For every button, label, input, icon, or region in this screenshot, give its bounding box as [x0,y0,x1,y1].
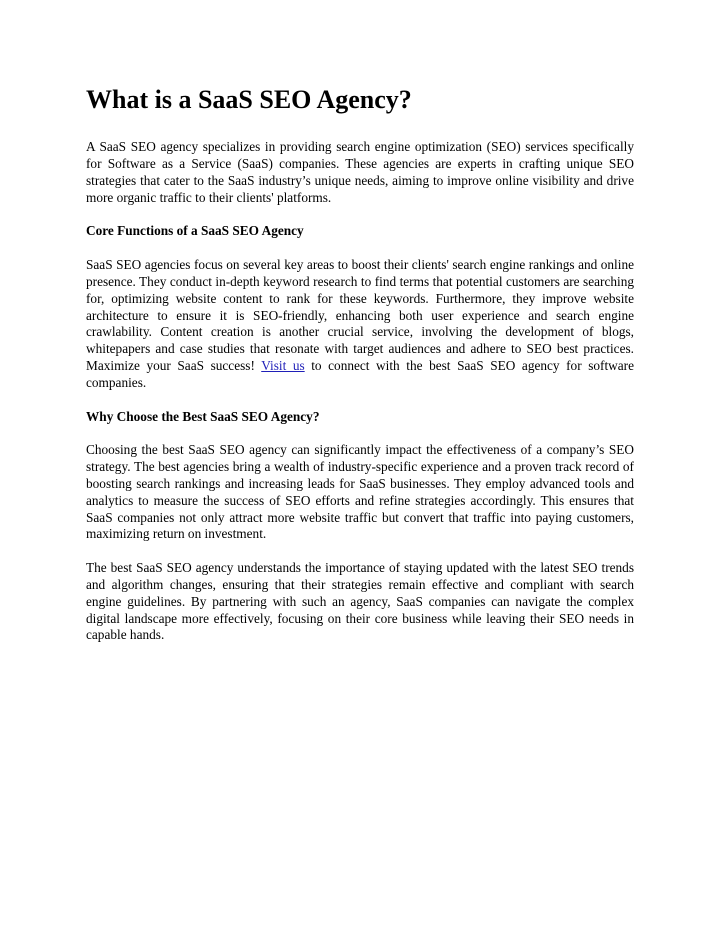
visit-us-link[interactable]: Visit us [261,357,305,373]
core-functions-text-end: to connect with the best SaaS SEO agency for software companies. [86,357,634,390]
section-heading-why-choose: Why Choose the Best SaaS SEO Agency? [86,408,320,424]
why-choose-paragraph-1: Choosing the best SaaS SEO agency can significantly impact the effectiveness of a company’s SEO strategy. The best agencies bring a wealth of industry-specific experience and a proven track record of boosting search rankings and increasing leads for SaaS businesses. They employ advanced tools and analytics to measure the success of SEO efforts and refine strategies accordingly. This ensures that SaaS companies not only attract more website traffic but convert that traffic into paying customers, maximizing return on investment. [86,442,634,542]
document-page [86,84,634,661]
core-functions-text: SaaS SEO agencies focus on several key areas to boost their clients' search engine rankings and online presence. They conduct in-depth keyword research to find terms that potential customers are searching for, optimizing website content to rank for these keywords. Furthermore, they improve website architecture to ensure it is SEO-friendly, enhancing both user experience and search engine crawlability. Content creation is another crucial service, involving the development of blogs, whitepapers and case studies that resonate with target audiences and adhere to SEO best practices. Maximize your SaaS success! [86,257,634,373]
intro-paragraph: A SaaS SEO agency specializes in providing search engine optimization (SEO) services specifically for Software as a Service (SaaS) companies. These agencies are experts in crafting unique SEO strategies that cater to the SaaS industry’s unique needs, aiming to improve online visibility and drive more organic traffic to their clients' platforms. [86,139,634,205]
page-title: What is a SaaS SEO Agency? [86,85,412,114]
why-choose-paragraph-2: The best SaaS SEO agency understands the importance of staying updated with the latest SEO trends and algorithm changes, ensuring that their strategies remain effective and compliant with search engine guidelines. By partnering with such an agency, SaaS companies can navigate the complex digital landscape more effectively, focusing on their core business while leaving their SEO needs in capable hands. [86,560,634,643]
section-heading-core-functions: Core Functions of a SaaS SEO Agency [86,223,304,239]
core-functions-paragraph [86,257,634,391]
